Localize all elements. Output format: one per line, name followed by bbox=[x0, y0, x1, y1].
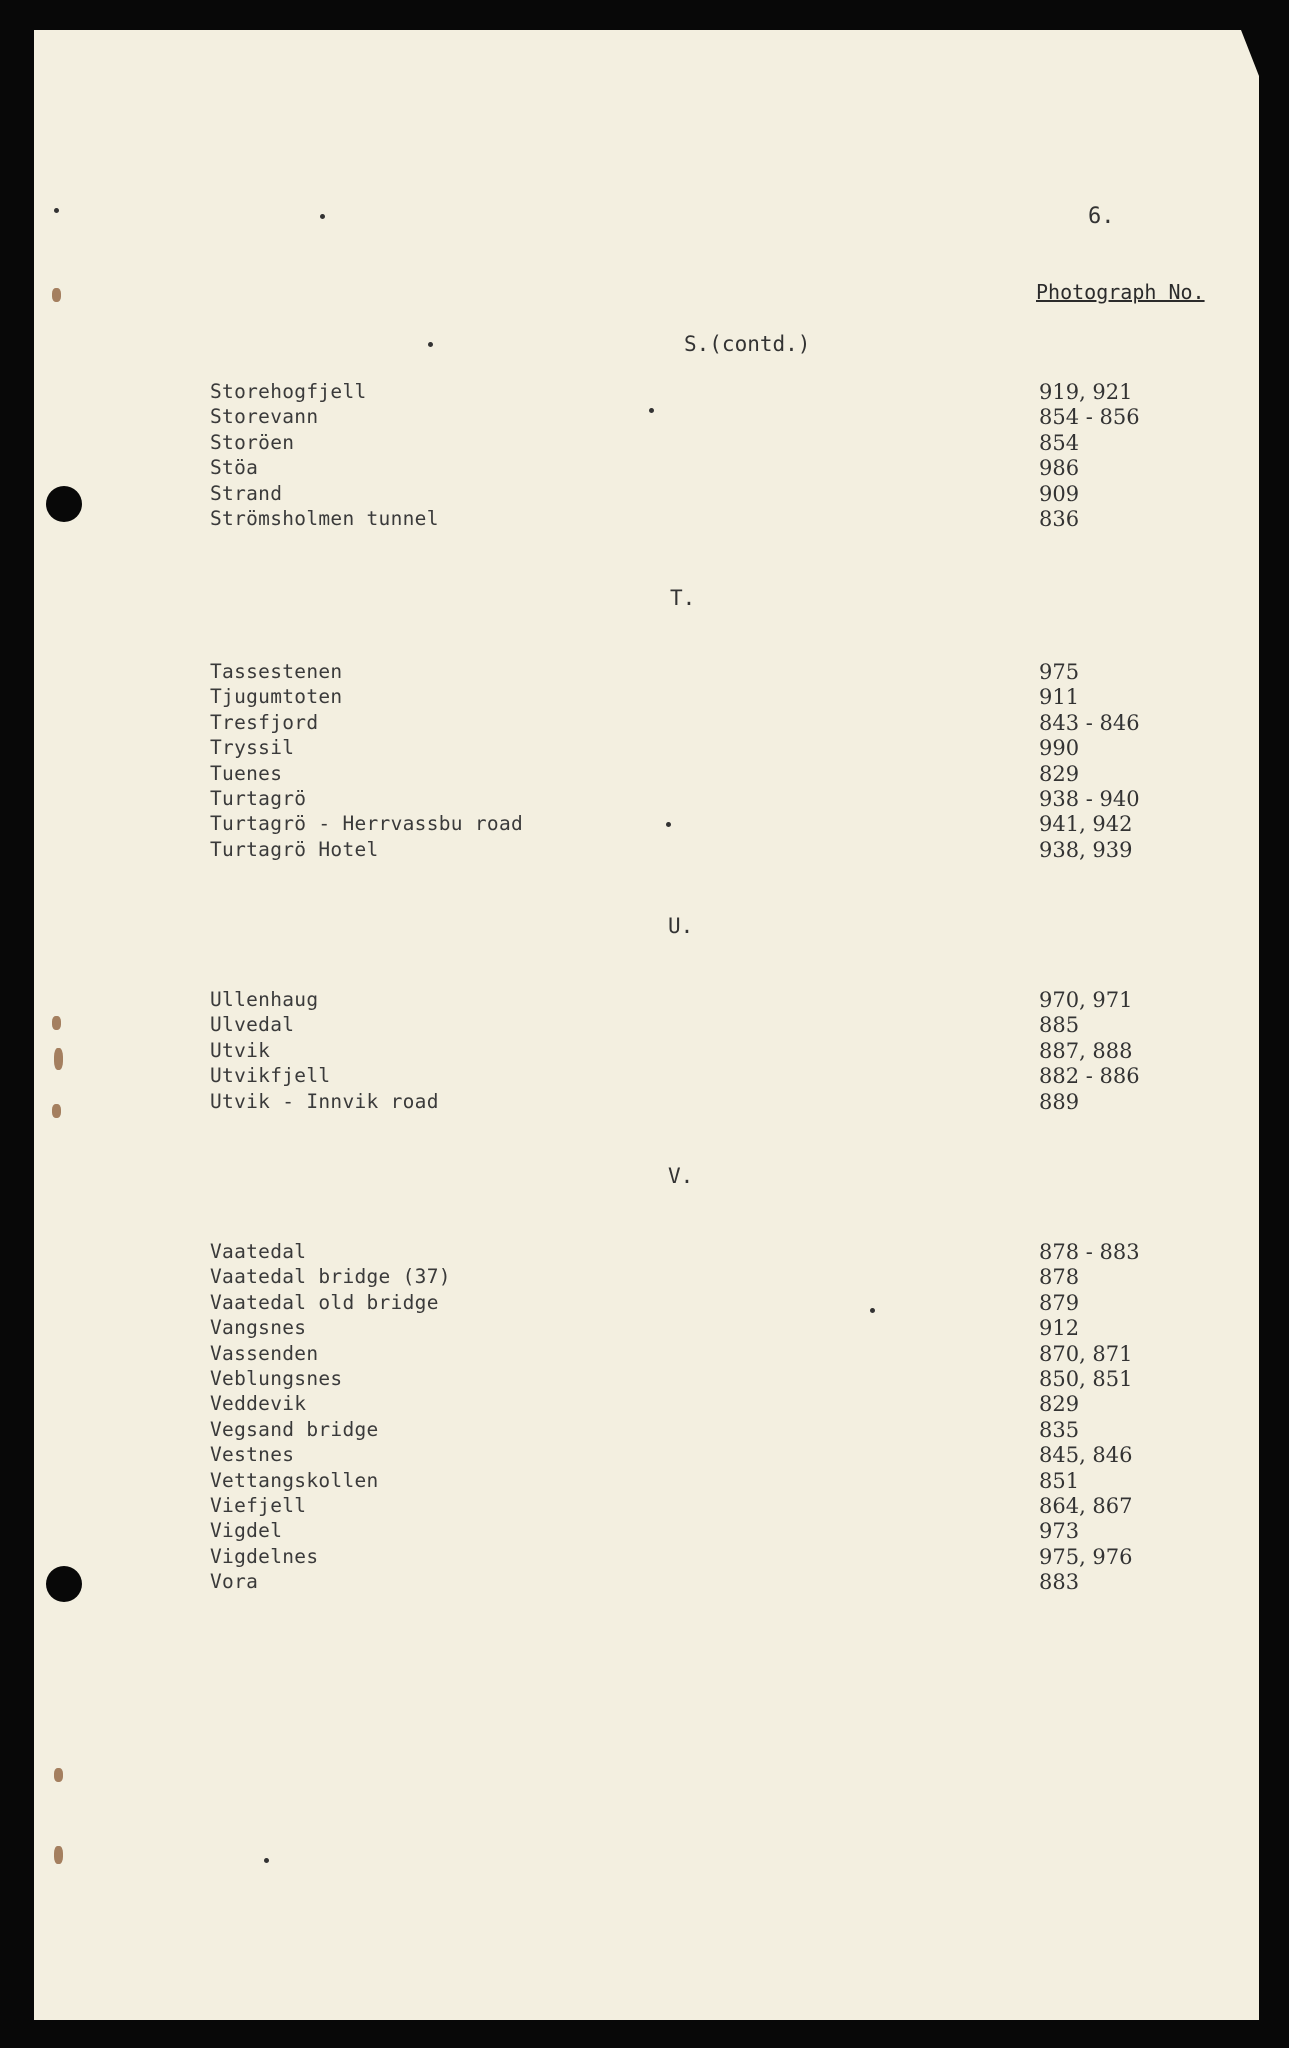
section-heading-u: U. bbox=[668, 914, 694, 938]
photo-number: 975 bbox=[1039, 660, 1080, 684]
photo-number: 938, 939 bbox=[1039, 837, 1133, 862]
photo-number: 864, 867 bbox=[1039, 1493, 1133, 1518]
list-item bbox=[0, 1494, 1289, 1519]
page-number: 6. bbox=[1088, 204, 1115, 229]
place-name: Tresfjord bbox=[210, 710, 319, 734]
place-name: Vegsand bridge bbox=[210, 1417, 379, 1441]
photo-number: 970, 971 bbox=[1039, 988, 1133, 1012]
place-name: Tjugumtoten bbox=[210, 685, 343, 709]
list-item bbox=[0, 988, 1289, 1013]
place-name: Storöen bbox=[210, 430, 295, 454]
list-item bbox=[0, 431, 1289, 456]
place-name: Veblungsnes bbox=[210, 1366, 343, 1390]
place-name: Storehogfjell bbox=[210, 380, 367, 403]
photo-number: 941, 942 bbox=[1039, 812, 1133, 837]
photo-number: 887, 888 bbox=[1039, 1038, 1133, 1063]
photo-number: 829 bbox=[1039, 761, 1080, 786]
place-name: Turtagrö Hotel bbox=[210, 837, 379, 861]
place-name: Storevann bbox=[210, 405, 319, 429]
rust-mark bbox=[52, 288, 61, 302]
photo-number: 885 bbox=[1039, 1013, 1080, 1038]
photo-number: 882 - 886 bbox=[1039, 1064, 1140, 1089]
place-name: Strand bbox=[210, 481, 283, 505]
photo-number: 835 bbox=[1039, 1417, 1080, 1442]
photo-number: 836 bbox=[1039, 506, 1080, 531]
photo-number: 990 bbox=[1039, 736, 1080, 761]
place-name: Vigdel bbox=[210, 1519, 283, 1543]
place-name: Utvik - Innvik road bbox=[210, 1089, 439, 1113]
list-item bbox=[0, 405, 1289, 430]
photo-number: 912 bbox=[1039, 1316, 1080, 1341]
place-name: Turtagrö bbox=[210, 786, 307, 810]
place-name: Vora bbox=[210, 1570, 259, 1594]
list-item bbox=[0, 762, 1289, 787]
photo-number: 975, 976 bbox=[1039, 1544, 1133, 1569]
list-item bbox=[0, 787, 1289, 812]
entries-s bbox=[0, 380, 1289, 532]
section-heading-s: S.(contd.) bbox=[684, 332, 811, 356]
list-item bbox=[0, 838, 1289, 863]
photo-number: 883 bbox=[1039, 1570, 1080, 1595]
place-name: Vestnes bbox=[210, 1443, 295, 1467]
place-name: Veddevik bbox=[210, 1392, 307, 1416]
photo-number: 854 bbox=[1039, 430, 1080, 455]
photo-number: 878 bbox=[1039, 1265, 1080, 1290]
list-item bbox=[0, 1545, 1289, 1570]
list-item bbox=[0, 1240, 1289, 1265]
list-item bbox=[0, 660, 1289, 685]
place-name: Vaatedal old bridge bbox=[210, 1290, 439, 1314]
entries-v bbox=[0, 1240, 1289, 1595]
place-name: Ullenhaug bbox=[210, 988, 319, 1011]
photo-number: 973 bbox=[1039, 1519, 1080, 1544]
photo-number: 850, 851 bbox=[1039, 1366, 1133, 1391]
entries-t bbox=[0, 660, 1289, 863]
photo-number: 843 - 846 bbox=[1039, 710, 1140, 735]
section-heading-v: V. bbox=[668, 1164, 694, 1188]
list-item bbox=[0, 380, 1289, 405]
list-item bbox=[0, 736, 1289, 761]
list-item bbox=[0, 685, 1289, 710]
photo-number: 870, 871 bbox=[1039, 1341, 1133, 1366]
list-item bbox=[0, 456, 1289, 481]
list-item bbox=[0, 1443, 1289, 1468]
photo-number: 911 bbox=[1039, 685, 1080, 710]
rust-mark bbox=[54, 1768, 63, 1782]
list-item bbox=[0, 1469, 1289, 1494]
place-name: Utvik bbox=[210, 1038, 271, 1062]
place-name: Vangsnes bbox=[210, 1316, 307, 1340]
photograph-number-header: Photograph No. bbox=[1036, 280, 1205, 304]
list-item bbox=[0, 1039, 1289, 1064]
ink-dot bbox=[54, 208, 59, 213]
list-item bbox=[0, 1013, 1289, 1038]
place-name: Tuenes bbox=[210, 761, 283, 785]
photo-number: 919, 921 bbox=[1039, 380, 1133, 404]
place-name: Vaatedal bridge (37) bbox=[210, 1265, 451, 1289]
photo-number: 829 bbox=[1039, 1392, 1080, 1417]
list-item bbox=[0, 1064, 1289, 1089]
ink-dot bbox=[320, 214, 325, 219]
list-item bbox=[0, 482, 1289, 507]
list-item bbox=[0, 1291, 1289, 1316]
place-name: Utvikfjell bbox=[210, 1064, 331, 1088]
ink-dot bbox=[264, 1858, 269, 1863]
place-name: Vaatedal bbox=[210, 1240, 307, 1263]
place-name: Ulvedal bbox=[210, 1013, 295, 1037]
place-name: Vigdelnes bbox=[210, 1544, 319, 1568]
photo-number: 889 bbox=[1039, 1089, 1080, 1114]
photo-number: 845, 846 bbox=[1039, 1443, 1133, 1468]
place-name: Tryssil bbox=[210, 736, 295, 760]
photo-number: 854 - 856 bbox=[1039, 405, 1140, 430]
place-name: Vettangskollen bbox=[210, 1468, 379, 1492]
place-name: Tassestenen bbox=[210, 660, 343, 683]
list-item bbox=[0, 1392, 1289, 1417]
photo-number: 909 bbox=[1039, 481, 1080, 506]
list-item bbox=[0, 507, 1289, 532]
list-item bbox=[0, 1265, 1289, 1290]
list-item bbox=[0, 1367, 1289, 1392]
list-item bbox=[0, 1090, 1289, 1115]
place-name: Strömsholmen tunnel bbox=[210, 506, 439, 530]
section-heading-t: T. bbox=[670, 586, 696, 610]
photo-number: 878 - 883 bbox=[1039, 1240, 1140, 1264]
list-item bbox=[0, 711, 1289, 736]
list-item bbox=[0, 812, 1289, 837]
entries-u bbox=[0, 988, 1289, 1115]
list-item bbox=[0, 1342, 1289, 1367]
ink-dot bbox=[428, 342, 433, 347]
photo-number: 851 bbox=[1039, 1468, 1080, 1493]
place-name: Turtagrö - Herrvassbu road bbox=[210, 812, 524, 836]
photo-number: 879 bbox=[1039, 1290, 1080, 1315]
list-item bbox=[0, 1418, 1289, 1443]
place-name: Stöa bbox=[210, 456, 259, 480]
list-item bbox=[0, 1316, 1289, 1341]
photo-number: 938 - 940 bbox=[1039, 786, 1140, 811]
list-item bbox=[0, 1519, 1289, 1544]
rust-mark bbox=[54, 1846, 63, 1864]
photo-number: 986 bbox=[1039, 456, 1080, 481]
place-name: Vassenden bbox=[210, 1341, 319, 1365]
list-item bbox=[0, 1570, 1289, 1595]
place-name: Viefjell bbox=[210, 1493, 307, 1517]
